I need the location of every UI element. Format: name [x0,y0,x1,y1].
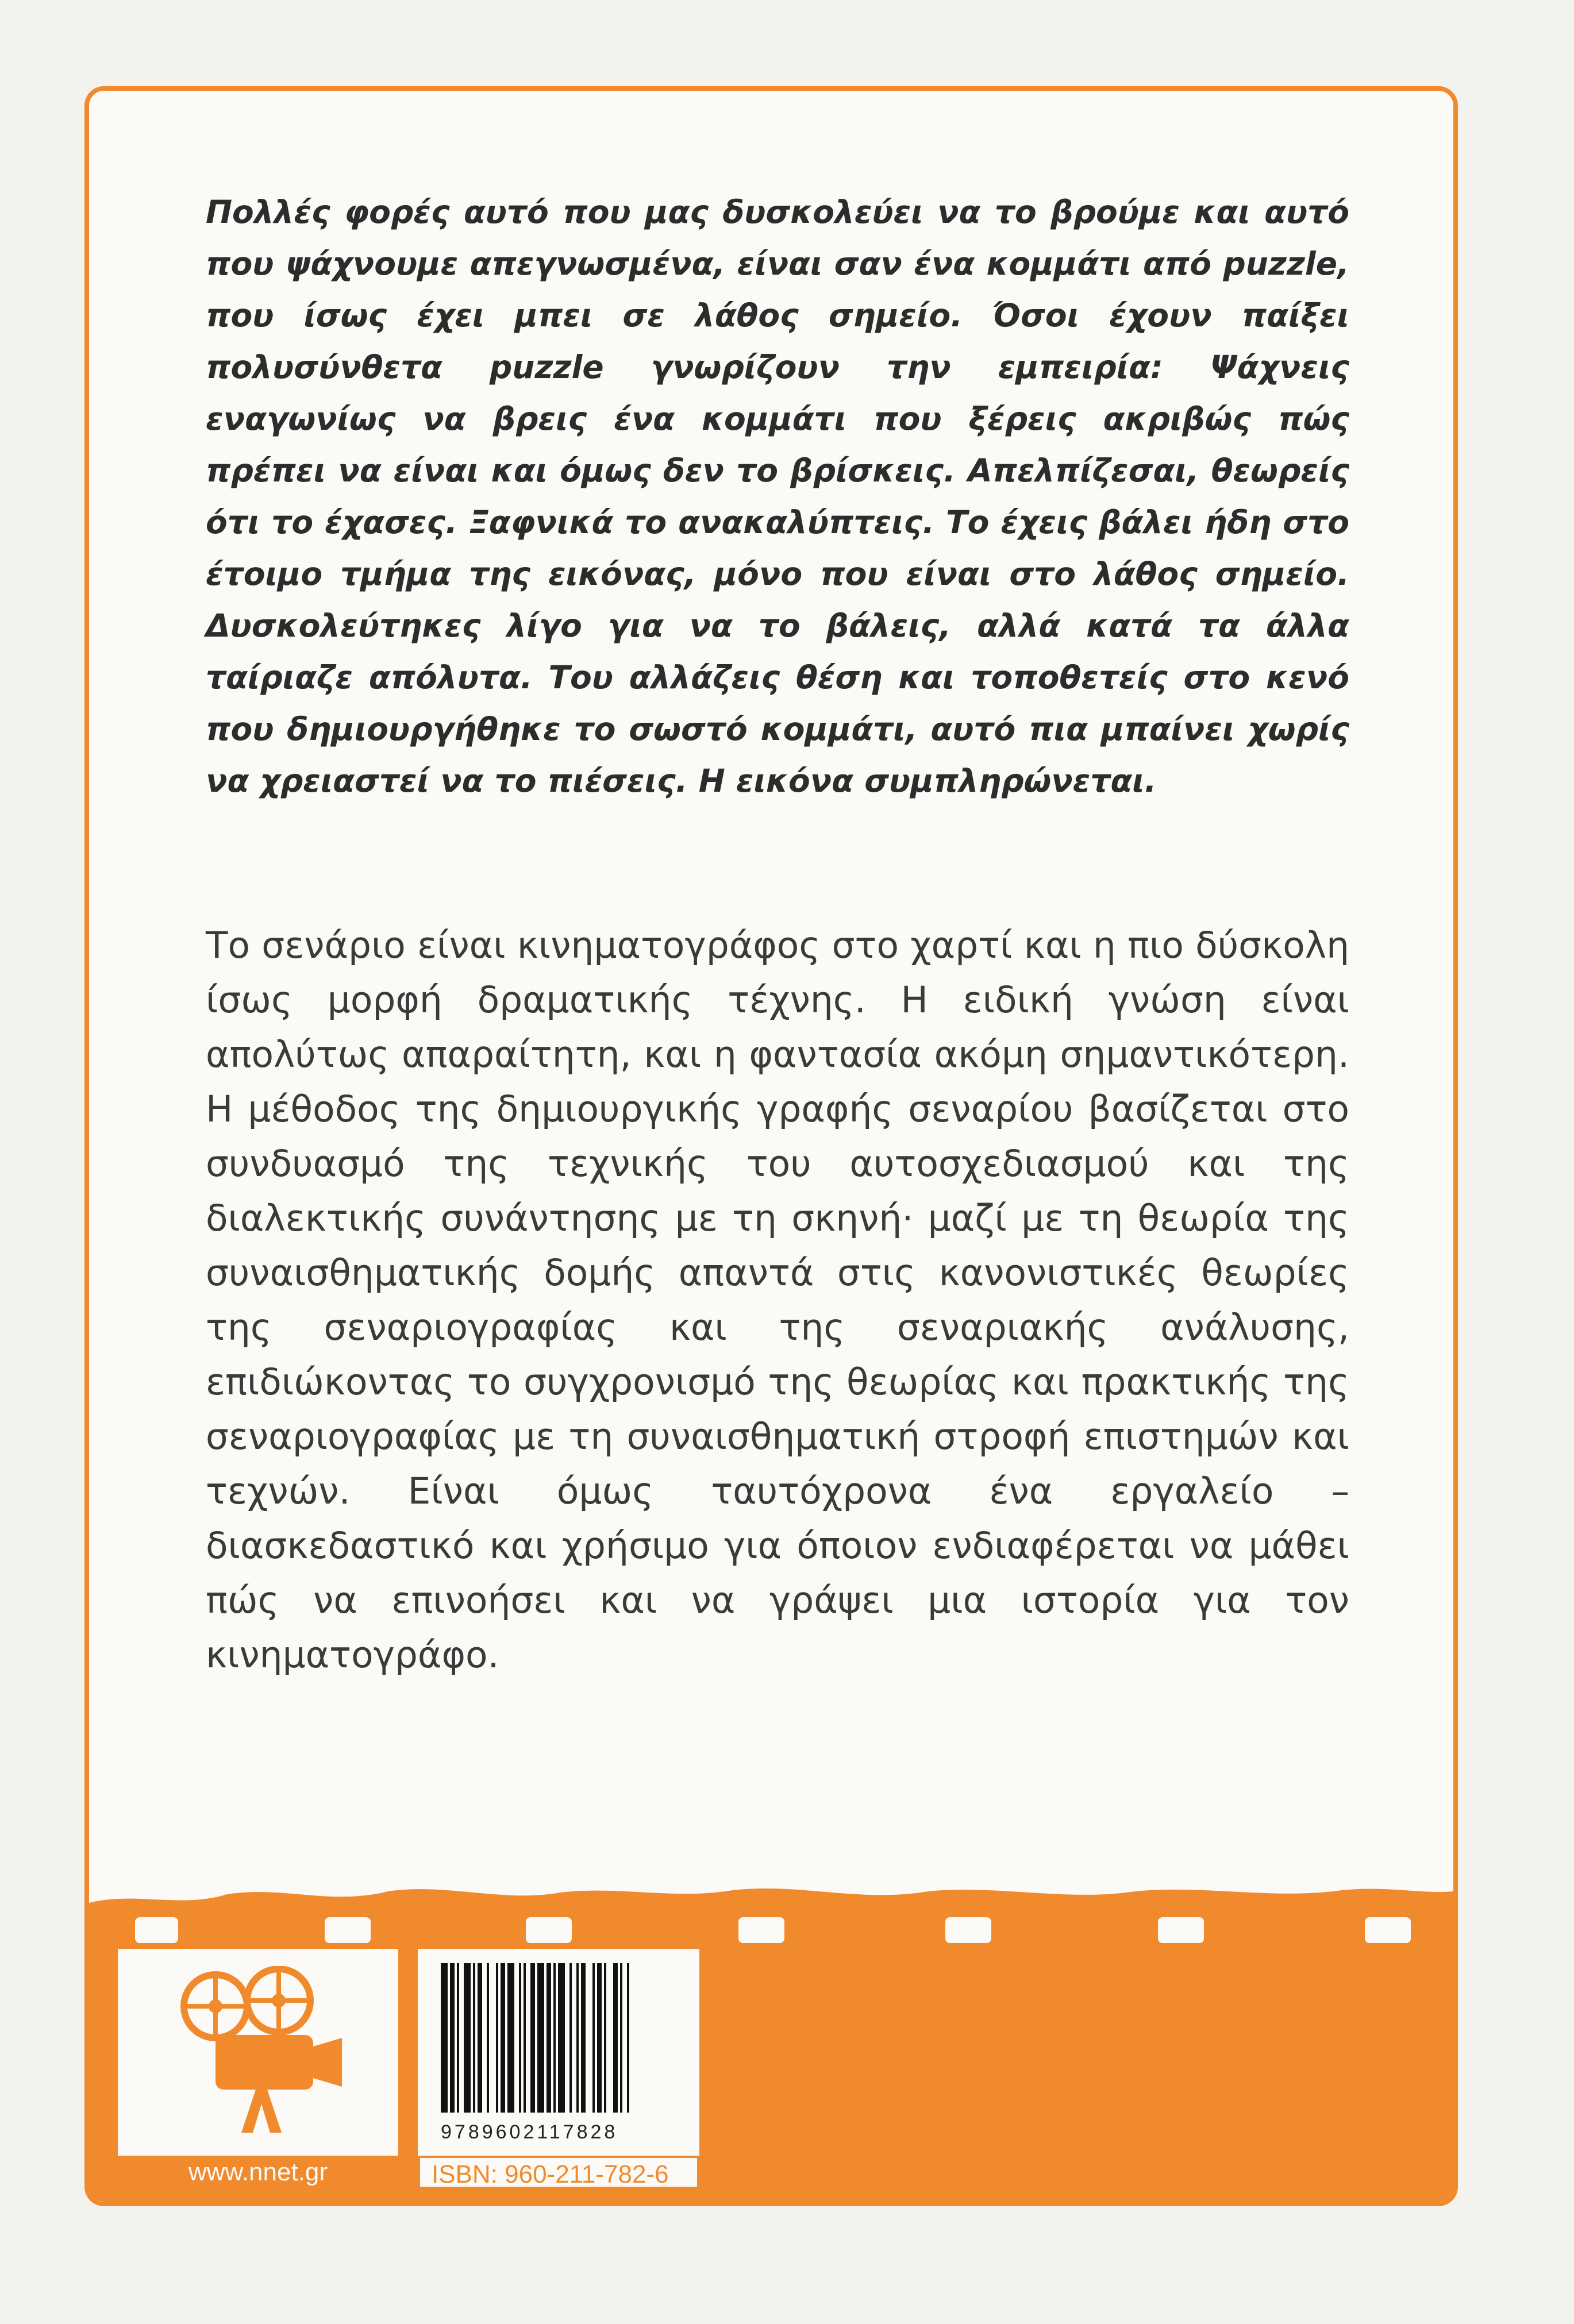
description-paragraph: Το σενάριο είναι κινηματογράφος στο χαρτί και η πιο δύσκολη ίσως μορφή δραματικής τέχνης. Η ειδική γνώση είναι απολύτως απαραίτητη, και η φαντασία ακόμη σημαντικότερη. Η μέθοδος της δημιουργικής γραφής σεναρίου βασίζεται στο συνδυασμό της τεχνικής του αυτοσχεδιασμού και της διαλεκτικής συνάντησης με τη σκηνή· μαζί με τη θεωρία της συναισθηματικής δομής απαντά στις κανονιστικές θεωρίες της σεναριογραφίας και της σεναριακής ανάλυσης, επιδιώκοντας το συγχρονισμό της θεωρίας και πρακτικής της σεναριογραφίας με τη συναισθηματική στροφή επιστημών και τεχνών. Είναι όμως ταυτόχρονα ένα εργαλείο – διασκεδαστικό και χρήσιμο για όποιον ενδιαφέρεται να μάθει πώς να επινοήσει και να γράψει μια ιστορία για τον κινηματογράφο. [206,924,1349,1676]
back-cover [84,86,1458,2206]
film-projector-icon [175,1966,348,2138]
isbn-label: ISBN: 960-211-782-6 [418,2156,699,2189]
barcode [418,1949,699,2156]
barcode-number: 9789602117828 [441,2121,618,2143]
publisher-website[interactable]: www.nnet.gr [118,2156,398,2189]
barcode-icon [441,1963,682,2118]
intro-paragraph: Πολλές φορές αυτό που μας δυσκολεύει να το βρούμε και αυτό που ψάχνουμε απεγνωσμένα, είναι σαν ένα κομμάτι από puzzle, που ίσως έχει μπει σε λάθος σημείο. Όσοι έχουν παίξει πολυσύνθετα puzzle γνωρίζουν την εμπειρία: Ψάχνεις εναγωνίως να βρεις ένα κομμάτι που ξέρεις ακριβώς πώς πρέπει να είναι και όμως δεν το βρίσκεις. Απελπίζεσαι, θεωρείς ότι το έχασες. Ξαφνικά το ανακαλύπτεις. Το έχεις βάλει ήδη στο έτοιμο τμήμα της εικόνας, μόνο που είναι στο λάθος σημείο. Δυσκολεύτηκες λίγο για να το βάλεις, αλλά κατά τα άλλα ταίριαζε απόλυτα. Του αλλάζεις θέση και τοποθετείς στο κενό που δημιουργήθηκε το σωστό κομμάτι, αυτό πια μπαίνει χωρίς να χρειαστεί να το πιέσεις. Η εικόνα συμπληρώνεται. [206,194,1349,799]
film-strip-footer [89,1868,1453,2202]
publisher-logo [118,1949,398,2179]
